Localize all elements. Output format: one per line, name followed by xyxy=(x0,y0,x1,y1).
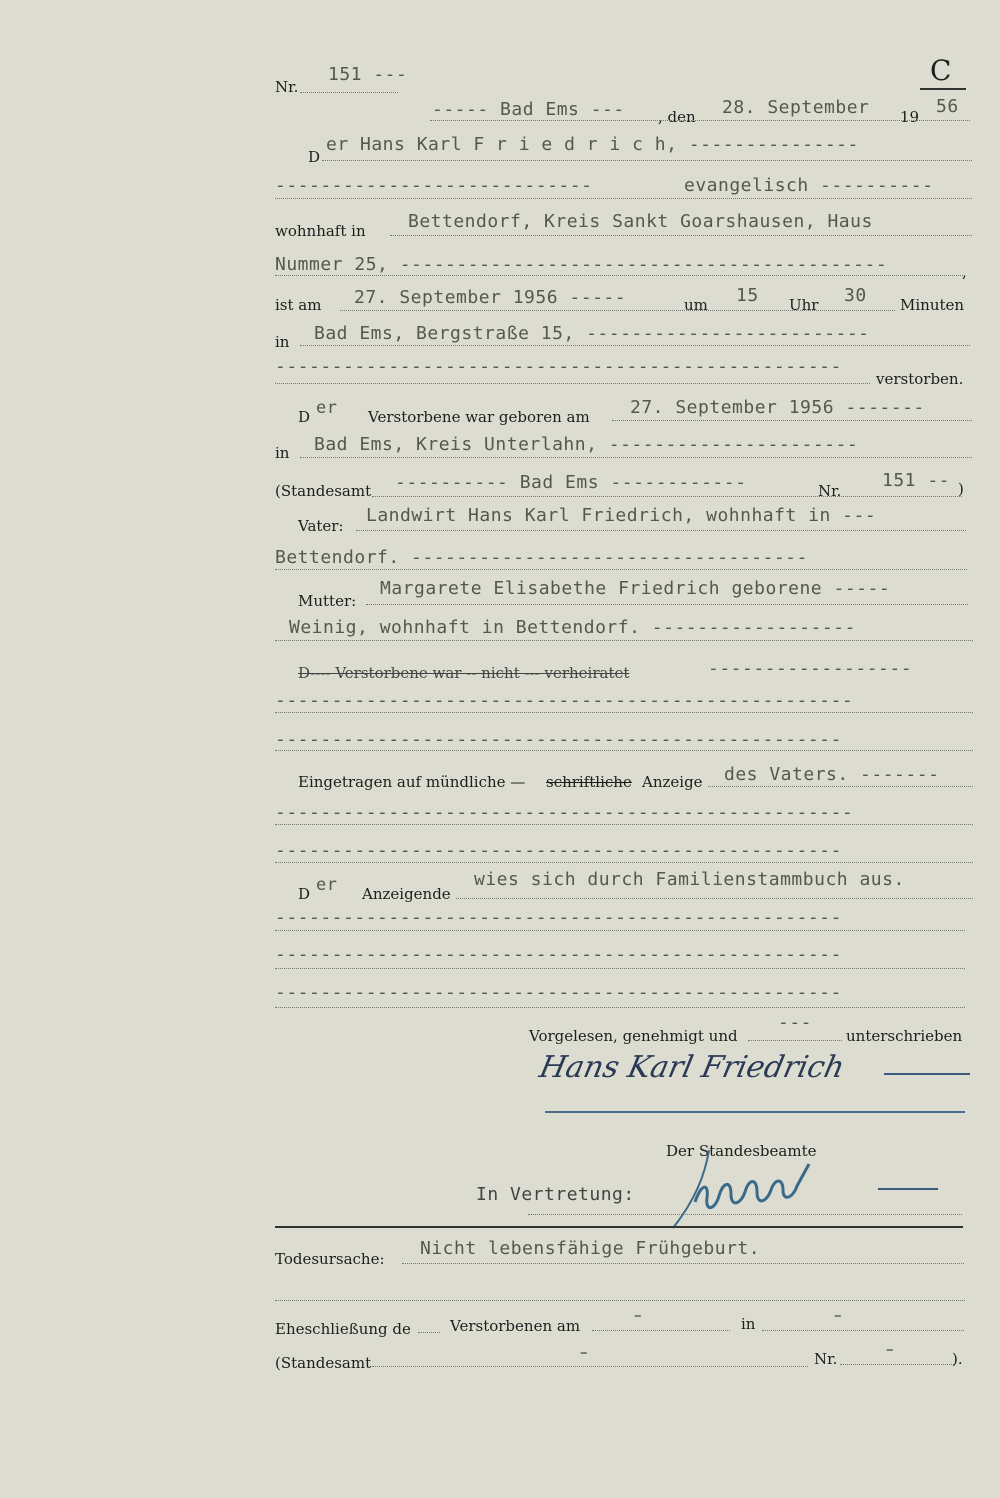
death-place-dotline2 xyxy=(275,383,870,384)
nr-dotline xyxy=(300,92,398,93)
uhr-label: Uhr xyxy=(789,296,819,314)
informant-dotline3 xyxy=(275,968,965,969)
birth-nr-label: Nr. xyxy=(818,482,842,500)
footer-standesamt-label: (Standesamt xyxy=(275,1354,372,1372)
year-prefix: 19 xyxy=(900,108,920,126)
signature-fill: --- xyxy=(778,1012,813,1033)
official-dash-right xyxy=(878,1188,938,1190)
birth-standesamt-dotline xyxy=(372,496,962,497)
vater-line1: Landwirt Hans Karl Friedrich, wohnhaft in --- xyxy=(366,505,877,526)
d-prefix-birth: D xyxy=(298,408,311,426)
marital-dotline1 xyxy=(275,712,973,713)
birth-in-label: in xyxy=(275,444,290,462)
death-place-line2: -------------------------------------------------- xyxy=(275,356,842,377)
death-date: 27. September 1956 ----- xyxy=(354,287,627,308)
marital-line3: -------------------------------------------------- xyxy=(275,729,842,750)
informant-line4: -------------------------------------------------- xyxy=(275,982,842,1003)
informant-line3: -------------------------------------------------- xyxy=(275,944,842,965)
registration-dotline1 xyxy=(708,786,973,787)
birth-close-paren: ) xyxy=(958,480,964,498)
address-line2: Nummer 25, ------------------------------------------- xyxy=(275,254,888,275)
ist-am-label: ist am xyxy=(275,296,322,314)
marital-dotline2 xyxy=(275,750,973,751)
signature-label-a: Vorgelesen, genehmigt und xyxy=(529,1027,738,1045)
death-in-label: in xyxy=(275,333,290,351)
date-value: 28. September xyxy=(722,97,870,118)
informant-signature: Hans Karl Friedrich xyxy=(536,1050,848,1085)
marriage-date-dotline xyxy=(592,1330,730,1331)
marriage-date: – xyxy=(634,1306,642,1324)
registration-dotline2 xyxy=(275,824,973,825)
mutter-label: Mutter: xyxy=(298,592,357,610)
minuten-label: Minuten xyxy=(900,296,965,314)
section-letter: C xyxy=(930,54,952,87)
footer-standesamt-dotline xyxy=(372,1366,808,1367)
d-prefix-name: D xyxy=(308,148,321,166)
religion-value: evangelisch ---------- xyxy=(684,175,934,196)
marriage-label: Eheschließung de xyxy=(275,1320,411,1338)
marriage-place-dotline xyxy=(762,1330,964,1331)
nr-label: Nr. xyxy=(275,78,299,96)
informant-value: wies sich durch Familienstammbuch aus. xyxy=(474,869,905,890)
cause-value: Nicht lebensfähige Frühgeburt. xyxy=(420,1238,761,1259)
date-dotline xyxy=(430,120,970,121)
marriage-in-label: in xyxy=(741,1315,756,1333)
signature-dash-right xyxy=(884,1073,970,1075)
signature-label-b: unterschrieben xyxy=(846,1027,963,1045)
cause-dotline2 xyxy=(275,1300,965,1301)
official-title: Der Standesbeamte xyxy=(666,1142,817,1160)
birth-date-dotline xyxy=(612,420,972,421)
birth-standesamt-label: (Standesamt xyxy=(275,482,372,500)
mutter-dotline1 xyxy=(366,604,968,605)
year-suffix: 56 xyxy=(936,96,959,117)
marital-struck-text: D---- Verstorbene war -- nicht --- verheiratet xyxy=(298,664,630,682)
vater-dotline2 xyxy=(275,569,967,570)
mutter-line1: Margarete Elisabethe Friedrich geborene ----- xyxy=(380,578,891,599)
registration-label-a: Eingetragen auf mündliche — xyxy=(298,773,526,791)
marital-line2: --------------------------------------------------- xyxy=(275,690,854,711)
informant-dotline4 xyxy=(275,1007,965,1008)
signature-underline xyxy=(545,1111,965,1113)
vater-label: Vater: xyxy=(298,517,344,535)
death-place-dotline1 xyxy=(300,345,970,346)
d-suffix-birth: er xyxy=(316,398,338,418)
footer-nr-label: Nr. xyxy=(814,1350,838,1368)
footer-nr-value: – xyxy=(886,1340,894,1358)
verstorben-label: verstorben. xyxy=(876,370,964,388)
marriage-place: – xyxy=(834,1306,842,1324)
vater-dotline1 xyxy=(356,530,966,531)
birth-place: Bad Ems, Kreis Unterlahn, ---------------------- xyxy=(314,434,859,455)
informant-label: Anzeigende xyxy=(362,885,451,903)
vater-line2: Bettendorf. ----------------------------------- xyxy=(275,547,808,568)
birth-place-dotline xyxy=(300,457,972,458)
name-dotline xyxy=(322,160,972,161)
um-label: um xyxy=(684,296,708,314)
birth-date: 27. September 1956 ------- xyxy=(630,397,925,418)
nr-value: 151 --- xyxy=(328,64,408,85)
place-value: ----- Bad Ems --- xyxy=(432,99,625,120)
registration-dotline3 xyxy=(275,862,973,863)
mutter-line2: Weinig, wohnhaft in Bettendorf. ------------------ xyxy=(289,617,856,638)
footer-rule xyxy=(275,1226,963,1228)
cause-label: Todesursache: xyxy=(275,1250,385,1268)
name-line2-dashes: ---------------------------- xyxy=(275,175,593,196)
registration-label-b: Anzeige xyxy=(642,773,703,791)
address-dotline2 xyxy=(275,275,965,276)
registration-line3: -------------------------------------------------- xyxy=(275,840,842,861)
wohnhaft-label: wohnhaft in xyxy=(275,222,366,240)
marital-struck-dashes: ------------------ xyxy=(708,658,913,679)
marriage-de-dotline xyxy=(418,1332,440,1333)
footer-nr-dotline xyxy=(840,1364,954,1365)
informant-line2: -------------------------------------------------- xyxy=(275,907,842,928)
d-suffix-informant: er xyxy=(316,875,338,895)
religion-dotline xyxy=(275,198,972,199)
signature-fill-dotline xyxy=(748,1040,842,1041)
person-name: er Hans Karl F r i e d r i c h, --------------- xyxy=(326,134,859,155)
cause-dotline1 xyxy=(402,1263,964,1264)
d-prefix-informant: D xyxy=(298,885,311,903)
death-dotline xyxy=(340,310,895,311)
address-line1: Bettendorf, Kreis Sankt Goarshausen, Haus xyxy=(408,211,873,232)
footer-standesamt-value: – xyxy=(580,1343,588,1361)
official-signature-icon xyxy=(665,1140,865,1235)
birth-nr-value: 151 -- xyxy=(882,470,951,491)
registration-line2: --------------------------------------------------- xyxy=(275,802,854,823)
address-dotline1 xyxy=(390,235,972,236)
den-label: , den xyxy=(658,108,696,126)
address-comma: , xyxy=(962,263,967,281)
birth-standesamt-value: ---------- Bad Ems ------------ xyxy=(395,472,747,493)
registration-value: des Vaters. ------- xyxy=(724,764,940,785)
born-label: Verstorbene war geboren am xyxy=(368,408,590,426)
marriage-label2: Verstorbenen am xyxy=(450,1317,581,1335)
mutter-dotline2 xyxy=(275,640,973,641)
death-place-line1: Bad Ems, Bergstraße 15, ------------------------- xyxy=(314,323,870,344)
informant-dotline2 xyxy=(275,930,965,931)
death-minute: 30 xyxy=(844,285,867,306)
informant-dotline1 xyxy=(456,898,973,899)
footer-close: ). xyxy=(952,1350,963,1368)
death-hour: 15 xyxy=(736,285,759,306)
vertretung-label: In Vertretung: xyxy=(476,1184,635,1205)
registration-label-struck: schriftliche xyxy=(546,773,632,791)
section-underline xyxy=(920,88,966,90)
